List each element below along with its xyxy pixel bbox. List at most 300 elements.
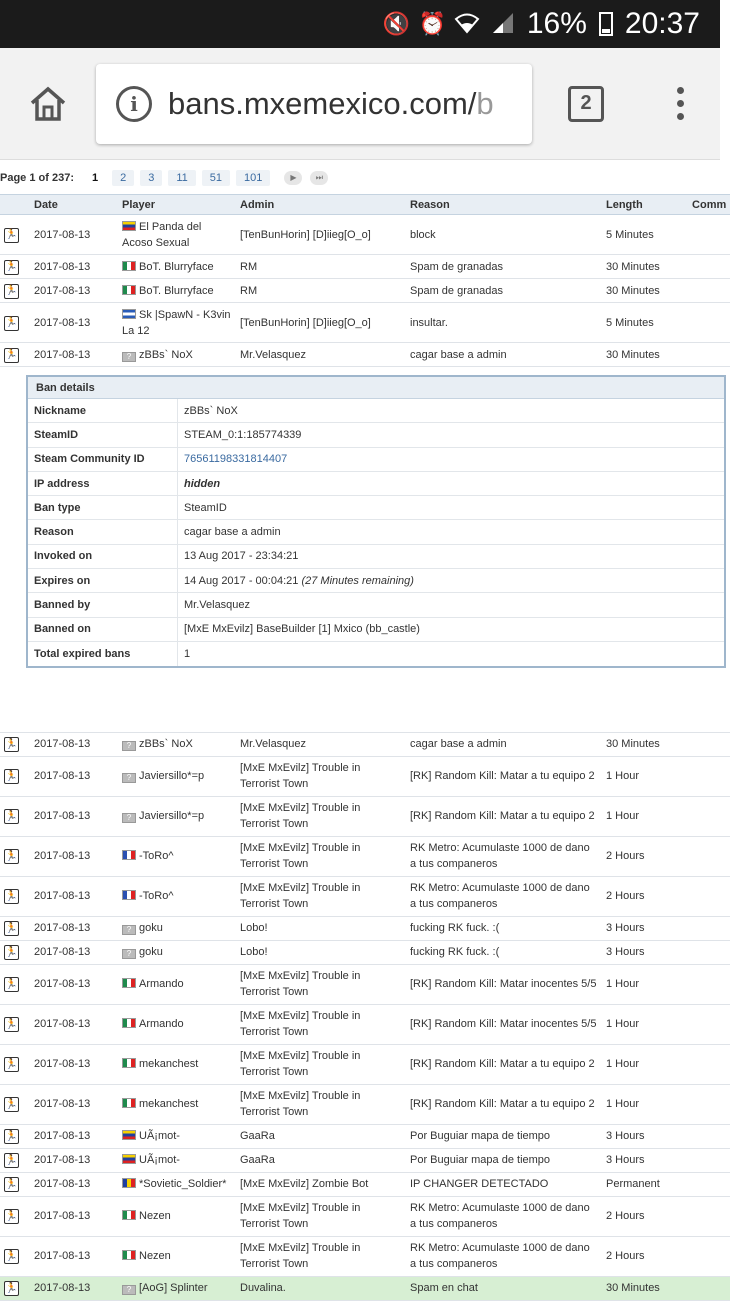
cell-admin: Mr.Velasquez (236, 732, 406, 756)
table-row[interactable] (0, 343, 730, 367)
cell-length: 2 Hours (602, 1236, 688, 1276)
detail-value: zBBs` NoX (184, 404, 238, 417)
cell-date: 2017-08-13 (30, 916, 118, 940)
game-icon-cell (0, 964, 30, 1004)
table-row[interactable] (0, 255, 730, 279)
country-flag-icon: ? (122, 352, 136, 362)
cell-comments (688, 343, 730, 367)
country-flag-icon (122, 1210, 136, 1220)
country-flag-icon (122, 221, 136, 231)
cell-player (118, 964, 236, 1004)
table-row[interactable] (0, 279, 730, 303)
table-row[interactable] (0, 876, 730, 916)
cell-date: 2017-08-13 (30, 876, 118, 916)
cell-player (118, 796, 236, 836)
detail-key: Invoked on (28, 545, 178, 568)
cell-reason: Spam de granadas (406, 255, 602, 279)
detail-key: Expires on (28, 569, 178, 592)
game-icon: 🏃 (4, 1153, 19, 1168)
country-flag-icon: ? (122, 1285, 136, 1295)
home-button[interactable] (0, 48, 96, 160)
cell-date: 2017-08-13 (30, 1276, 118, 1300)
player-name: Armando (139, 978, 184, 990)
col-icon (0, 195, 30, 215)
alarm-icon: ⏰ (418, 11, 447, 36)
cell-length: 30 Minutes (602, 279, 688, 303)
game-icon-cell (0, 255, 30, 279)
cell-length: 3 Hours (602, 1148, 688, 1172)
details-row (0, 367, 730, 713)
detail-key: IP address (28, 472, 178, 495)
detail-row (28, 472, 724, 496)
detail-row (28, 593, 724, 617)
table-row[interactable] (0, 1236, 730, 1276)
table-header (0, 195, 730, 215)
cell-player (118, 255, 236, 279)
cell-admin: RM (236, 279, 406, 303)
player-name: Nezen (139, 1250, 171, 1262)
cell-reason: cagar base a admin (406, 732, 602, 756)
table-row[interactable] (0, 1084, 730, 1124)
col-reason[interactable]: Reason (406, 195, 602, 215)
cell-reason: Spam de granadas (406, 279, 602, 303)
page-link[interactable]: 11 (168, 170, 195, 186)
page-label: Page 1 of 237: (0, 172, 74, 184)
cell-length: 1 Hour (602, 1044, 688, 1084)
detail-key: Banned by (28, 593, 178, 616)
spacer-row (0, 712, 730, 732)
cell-reason: RK Metro: Acumulaste 1000 de dano a tus companeros (406, 836, 602, 876)
detail-value: 14 Aug 2017 - 00:04:21 (27 Minutes remaining) (184, 574, 414, 587)
game-icon-cell (0, 1196, 30, 1236)
overflow-menu-button[interactable] (640, 87, 720, 120)
cell-player (118, 940, 236, 964)
player-name: [AoG] Splinter (139, 1282, 208, 1294)
cell-player (118, 756, 236, 796)
page-link[interactable]: 51 (202, 170, 230, 186)
cell-reason: [RK] Random Kill: Matar a tu equipo 2 (406, 756, 602, 796)
mute-icon: 🔇 (382, 11, 411, 36)
cell-admin: Duvalina. (236, 1276, 406, 1300)
detail-value: Mr.Velasquez (184, 599, 251, 612)
detail-value: 1 (184, 648, 191, 661)
cell-reason: RK Metro: Acumulaste 1000 de dano a tus companeros (406, 1236, 602, 1276)
country-flag-icon (122, 1178, 136, 1188)
game-icon-cell (0, 1004, 30, 1044)
detail-row (28, 399, 724, 423)
game-icon-cell (0, 940, 30, 964)
next-page-icon[interactable]: ▶ (284, 171, 302, 185)
game-icon-cell (0, 1276, 30, 1300)
country-flag-icon (122, 1154, 136, 1164)
table-row[interactable] (0, 1172, 730, 1196)
country-flag-icon (122, 261, 136, 271)
game-icon-cell (0, 279, 30, 303)
country-flag-icon (122, 1250, 136, 1260)
player-name: mekanchest (139, 1058, 199, 1070)
cell-player (118, 1196, 236, 1236)
site-info-icon[interactable]: i (116, 86, 152, 122)
cell-length: 1 Hour (602, 1084, 688, 1124)
cell-player (118, 732, 236, 756)
ban-details-title: Ban details (28, 377, 724, 399)
cell-admin: [MxE MxEvilz] Trouble in Terrorist Town (236, 836, 406, 876)
game-icon: 🏃 (4, 1017, 19, 1032)
cell-length: 2 Hours (602, 836, 688, 876)
table-row[interactable] (0, 964, 730, 1004)
detail-extra: (27 Minutes remaining) (301, 574, 414, 587)
detail-row (28, 642, 724, 666)
cell-length: 5 Minutes (602, 303, 688, 343)
cell-reason: [RK] Random Kill: Matar a tu equipo 2 (406, 1044, 602, 1084)
pagination (0, 160, 720, 194)
detail-value: [MxE MxEvilz] BaseBuilder [1] Mxico (bb_castle) (184, 623, 420, 636)
tab-switcher-button[interactable] (532, 86, 640, 122)
battery-icon (599, 12, 613, 36)
cell-comments (688, 215, 730, 255)
cell-length: 30 Minutes (602, 732, 688, 756)
game-icon-cell (0, 1084, 30, 1124)
cell-comments (688, 279, 730, 303)
cell-player (118, 1236, 236, 1276)
cell-player (118, 1044, 236, 1084)
cell-reason: Por Buguiar mapa de tiempo (406, 1124, 602, 1148)
home-icon (28, 85, 68, 123)
country-flag-icon (122, 1018, 136, 1028)
game-icon-cell (0, 1236, 30, 1276)
detail-key: Total expired bans (28, 642, 178, 666)
cell-length: 3 Hours (602, 916, 688, 940)
browser-toolbar (0, 48, 720, 160)
cell-admin: GaaRa (236, 1124, 406, 1148)
tab-count: 2 (568, 86, 604, 122)
cell-admin: Lobo! (236, 916, 406, 940)
player-name: *Sovietic_Soldier* (139, 1178, 227, 1190)
detail-row (28, 545, 724, 569)
country-flag-icon: ? (122, 925, 136, 935)
cell-comments (688, 1236, 730, 1276)
game-icon: 🏃 (4, 1097, 19, 1112)
cell-reason: IP CHANGER DETECTADO (406, 1172, 602, 1196)
player-name: goku (139, 946, 163, 958)
cell-date: 2017-08-13 (30, 1044, 118, 1084)
cell-reason: [RK] Random Kill: Matar a tu equipo 2 (406, 796, 602, 836)
detail-value: SteamID (184, 501, 227, 514)
table-row[interactable] (0, 940, 730, 964)
url-text: bans.mxemexico.com/b (168, 85, 494, 121)
cell-reason: [RK] Random Kill: Matar inocentes 5/5 (406, 964, 602, 1004)
game-icon: 🏃 (4, 849, 19, 864)
cell-reason: Spam en chat (406, 1276, 602, 1300)
url-bar[interactable] (96, 64, 532, 144)
page-link[interactable]: 3 (140, 170, 162, 186)
signal-icon (491, 12, 515, 36)
game-icon: 🏃 (4, 348, 19, 363)
cell-admin: [MxE MxEvilz] Trouble in Terrorist Town (236, 1084, 406, 1124)
game-icon: 🏃 (4, 284, 19, 299)
cell-player (118, 1124, 236, 1148)
cell-comments (688, 1148, 730, 1172)
cell-admin: [TenBunHorin] [D]iieg[O_o] (236, 303, 406, 343)
cell-reason: RK Metro: Acumulaste 1000 de dano a tus companeros (406, 876, 602, 916)
game-icon: 🏃 (4, 1281, 19, 1296)
country-flag-icon (122, 978, 136, 988)
cell-date: 2017-08-13 (30, 255, 118, 279)
game-icon: 🏃 (4, 945, 19, 960)
cell-reason: insultar. (406, 303, 602, 343)
cell-comments (688, 1044, 730, 1084)
cell-length: 3 Hours (602, 940, 688, 964)
detail-key: Banned on (28, 618, 178, 641)
last-page-icon[interactable]: ⏭ (310, 171, 328, 185)
game-icon-cell (0, 343, 30, 367)
cell-player (118, 303, 236, 343)
page-current: 1 (92, 172, 99, 184)
detail-key: Nickname (28, 399, 178, 422)
player-name: UÃ¡mot- (139, 1130, 180, 1142)
cell-length: 1 Hour (602, 964, 688, 1004)
cell-length: 2 Hours (602, 1196, 688, 1236)
table-row[interactable] (0, 1124, 730, 1148)
game-icon: 🏃 (4, 1249, 19, 1264)
col-player[interactable]: Player (118, 195, 236, 215)
cell-comments (688, 964, 730, 1004)
page-link[interactable]: 2 (112, 170, 134, 186)
col-comments: Comm (688, 195, 730, 215)
detail-key: SteamID (28, 423, 178, 446)
cell-admin: [MxE MxEvilz] Trouble in Terrorist Town (236, 876, 406, 916)
cell-length: 2 Hours (602, 876, 688, 916)
cell-comments (688, 732, 730, 756)
cell-date: 2017-08-13 (30, 796, 118, 836)
game-icon: 🏃 (4, 921, 19, 936)
game-icon-cell (0, 876, 30, 916)
detail-row (28, 423, 724, 447)
country-flag-icon (122, 850, 136, 860)
cell-comments (688, 756, 730, 796)
player-name: zBBs` NoX (139, 738, 193, 750)
cell-date: 2017-08-13 (30, 940, 118, 964)
cell-length: 30 Minutes (602, 1276, 688, 1300)
cell-admin: [MxE MxEvilz] Trouble in Terrorist Town (236, 796, 406, 836)
game-icon-cell (0, 836, 30, 876)
cell-date: 2017-08-13 (30, 215, 118, 255)
battery-percent: 16% (526, 7, 587, 40)
country-flag-icon: ? (122, 773, 136, 783)
cell-player (118, 1276, 236, 1300)
cell-comments (688, 796, 730, 836)
player-name: Armando (139, 1018, 184, 1030)
cell-player (118, 279, 236, 303)
table-row[interactable] (0, 836, 730, 876)
cell-length: 5 Minutes (602, 215, 688, 255)
detail-key: Reason (28, 520, 178, 543)
cell-comments (688, 1004, 730, 1044)
ban-details-panel (26, 375, 726, 668)
game-icon: 🏃 (4, 228, 19, 243)
cell-date: 2017-08-13 (30, 756, 118, 796)
table-row[interactable] (0, 756, 730, 796)
cell-admin: [MxE MxEvilz] Zombie Bot (236, 1172, 406, 1196)
cell-admin: [MxE MxEvilz] Trouble in Terrorist Town (236, 756, 406, 796)
cell-admin: Mr.Velasquez (236, 343, 406, 367)
cell-date: 2017-08-13 (30, 1236, 118, 1276)
game-icon-cell (0, 1172, 30, 1196)
cell-player (118, 1084, 236, 1124)
game-icon: 🏃 (4, 1177, 19, 1192)
country-flag-icon (122, 285, 136, 295)
cell-comments (688, 1276, 730, 1300)
game-icon-cell (0, 215, 30, 255)
cell-admin: [MxE MxEvilz] Trouble in Terrorist Town (236, 1236, 406, 1276)
player-name: mekanchest (139, 1098, 199, 1110)
player-name: Javiersillo*=p (139, 810, 205, 822)
cell-admin: [MxE MxEvilz] Trouble in Terrorist Town (236, 1004, 406, 1044)
country-flag-icon (122, 309, 136, 319)
cell-player (118, 1172, 236, 1196)
table-row[interactable] (0, 916, 730, 940)
game-icon-cell (0, 1124, 30, 1148)
game-icon: 🏃 (4, 260, 19, 275)
game-icon-cell (0, 732, 30, 756)
cell-date: 2017-08-13 (30, 836, 118, 876)
clock: 20:37 (624, 7, 700, 40)
col-date[interactable]: Date (30, 195, 118, 215)
col-length[interactable]: Length (602, 195, 688, 215)
cell-comments (688, 916, 730, 940)
cell-comments (688, 303, 730, 343)
cell-player (118, 916, 236, 940)
game-icon-cell (0, 756, 30, 796)
cell-date: 2017-08-13 (30, 1148, 118, 1172)
cell-admin: GaaRa (236, 1148, 406, 1172)
cell-player (118, 1004, 236, 1044)
detail-row (28, 569, 724, 593)
cell-admin: [MxE MxEvilz] Trouble in Terrorist Town (236, 1196, 406, 1236)
cell-date: 2017-08-13 (30, 303, 118, 343)
game-icon-cell (0, 796, 30, 836)
cell-date: 2017-08-13 (30, 964, 118, 1004)
game-icon-cell (0, 1044, 30, 1084)
player-name: -ToRo^ (139, 890, 174, 902)
table-row[interactable] (0, 1276, 730, 1300)
cell-date: 2017-08-13 (30, 1004, 118, 1044)
game-icon: 🏃 (4, 1057, 19, 1072)
cell-player (118, 1148, 236, 1172)
game-icon: 🏃 (4, 737, 19, 752)
cell-comments (688, 1124, 730, 1148)
game-icon: 🏃 (4, 1129, 19, 1144)
cell-date: 2017-08-13 (30, 1172, 118, 1196)
table-row[interactable] (0, 1148, 730, 1172)
detail-value: 13 Aug 2017 - 23:34:21 (184, 550, 299, 563)
country-flag-icon (122, 1058, 136, 1068)
page-link[interactable]: 101 (236, 170, 270, 186)
table-row[interactable] (0, 1196, 730, 1236)
player-name: BoT. Blurryface (139, 260, 214, 273)
cell-length: 30 Minutes (602, 255, 688, 279)
player-name: Nezen (139, 1210, 171, 1222)
table-row[interactable] (0, 303, 730, 343)
game-icon-cell (0, 916, 30, 940)
player-name: Javiersillo*=p (139, 770, 205, 782)
player-name: goku (139, 922, 163, 934)
player-name: -ToRo^ (139, 850, 174, 862)
table-row[interactable] (0, 1004, 730, 1044)
table-row[interactable] (0, 732, 730, 756)
cell-reason: fucking RK fuck. :( (406, 940, 602, 964)
country-flag-icon (122, 890, 136, 900)
player-name: El Panda del Acoso Sexual (122, 220, 202, 249)
table-row[interactable] (0, 1044, 730, 1084)
cell-admin: [TenBunHorin] [D]iieg[O_o] (236, 215, 406, 255)
country-flag-icon (122, 1098, 136, 1108)
cell-admin: [MxE MxEvilz] Trouble in Terrorist Town (236, 964, 406, 1004)
country-flag-icon: ? (122, 813, 136, 823)
cell-date: 2017-08-13 (30, 343, 118, 367)
status-bar (0, 0, 720, 48)
detail-key: Ban type (28, 496, 178, 519)
cell-comments (688, 876, 730, 916)
detail-value: STEAM_0:1:185774339 (184, 428, 302, 441)
country-flag-icon: ? (122, 949, 136, 959)
cell-length: Permanent (602, 1172, 688, 1196)
cell-reason: RK Metro: Acumulaste 1000 de dano a tus companeros (406, 1196, 602, 1236)
cell-player (118, 876, 236, 916)
detail-row (28, 448, 724, 472)
cell-comments (688, 1196, 730, 1236)
game-icon: 🏃 (4, 889, 19, 904)
cell-player (118, 836, 236, 876)
detail-row (28, 496, 724, 520)
detail-row (28, 618, 724, 642)
table-row[interactable] (0, 796, 730, 836)
table-row[interactable] (0, 215, 730, 255)
cell-length: 1 Hour (602, 796, 688, 836)
cell-player (118, 215, 236, 255)
game-icon-cell (0, 303, 30, 343)
col-admin[interactable]: Admin (236, 195, 406, 215)
detail-value: cagar base a admin (184, 526, 281, 539)
cell-date: 2017-08-13 (30, 732, 118, 756)
game-icon: 🏃 (4, 809, 19, 824)
detail-value[interactable]: 76561198331814407 (184, 453, 288, 466)
cell-length: 1 Hour (602, 756, 688, 796)
cell-reason: cagar base a admin (406, 343, 602, 367)
cell-admin: RM (236, 255, 406, 279)
country-flag-icon (122, 1130, 136, 1140)
detail-value: hidden (184, 477, 221, 490)
cell-comments (688, 1084, 730, 1124)
player-name: zBBs` NoX (139, 348, 193, 361)
player-name: UÃ¡mot- (139, 1154, 180, 1166)
game-icon-cell (0, 1148, 30, 1172)
cell-date: 2017-08-13 (30, 1196, 118, 1236)
country-flag-icon: ? (122, 741, 136, 751)
game-icon: 🏃 (4, 977, 19, 992)
cell-reason: Por Buguiar mapa de tiempo (406, 1148, 602, 1172)
game-icon: 🏃 (4, 1209, 19, 1224)
cell-player (118, 343, 236, 367)
cell-reason: fucking RK fuck. :( (406, 916, 602, 940)
cell-date: 2017-08-13 (30, 279, 118, 303)
cell-admin: Lobo! (236, 940, 406, 964)
cell-length: 3 Hours (602, 1124, 688, 1148)
game-icon: 🏃 (4, 316, 19, 331)
player-name: BoT. Blurryface (139, 284, 214, 297)
cell-date: 2017-08-13 (30, 1124, 118, 1148)
detail-key: Steam Community ID (28, 448, 178, 471)
